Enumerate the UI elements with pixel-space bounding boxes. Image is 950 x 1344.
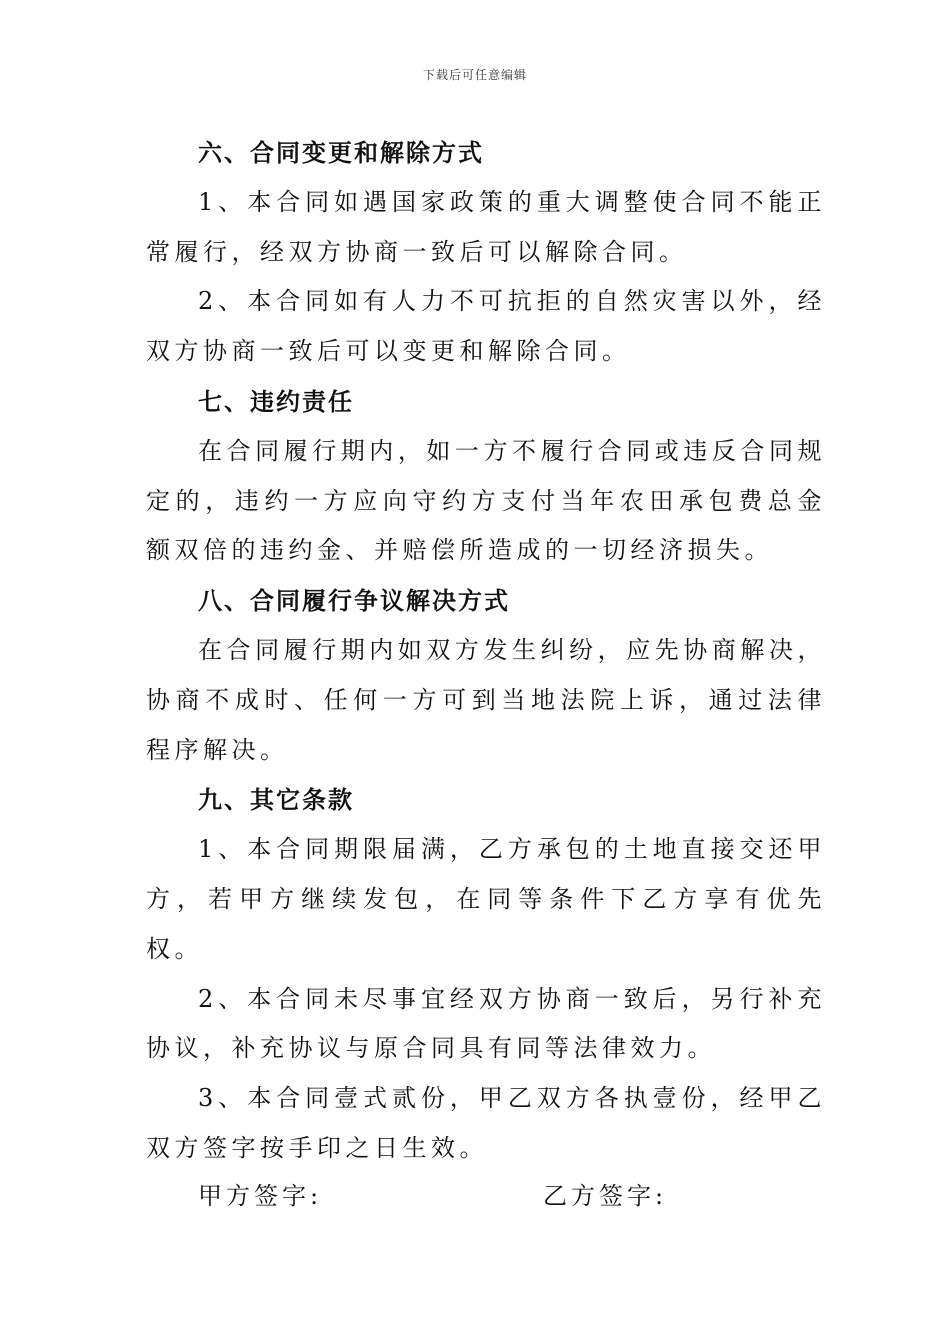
paragraph: 3、本合同壹式贰份，甲乙双方各执壹份，经甲乙双方签字按手印之日生效。 — [146, 1084, 826, 1162]
paragraph: 1、本合同期限届满，乙方承包的土地直接交还甲方，若甲方继续发包，在同等条件下乙方享有优先权。 — [146, 835, 826, 963]
page-header-note: 下载后可任意编辑 — [422, 68, 527, 82]
section-heading-other-terms: 九、其它条款 — [198, 785, 354, 815]
party-b-signature-label: 乙方签字: — [543, 1182, 668, 1210]
section-heading-amendment: 六、合同变更和解除方式 — [198, 138, 484, 167]
section-heading-breach: 七、违约责任 — [198, 386, 354, 416]
section-heading-dispute: 八、合同履行争议解决方式 — [198, 586, 510, 616]
party-a-signature-label: 甲方签字: — [198, 1182, 323, 1210]
paragraph: 1、本合同如遇国家政策的重大调整使合同不能正常履行，经双方协商一致后可以解除合同。 — [146, 187, 826, 266]
paragraph: 2、本合同未尽事宜经双方协商一致后，另行补充协议，补充协议与原合同具有同等法律效力。 — [146, 984, 826, 1063]
paragraph: 2、本合同如有人力不可抗拒的自然灾害以外，经双方协商一致后可以变更和解除合同。 — [146, 287, 826, 366]
contract-body — [146, 128, 826, 1174]
paragraph: 在合同履行期内如双方发生纠纷，应先协商解决，协商不成时、任何一方可到当地法院上诉，通过法律程序解决。 — [146, 635, 826, 764]
signature-block — [0, 1176, 950, 1216]
paragraph: 在合同履行期内，如一方不履行合同或违反合同规定的，违约一方应向守约方支付当年农田承包费总金额双倍的违约金、并赔偿所造成的一切经济损失。 — [146, 436, 826, 565]
